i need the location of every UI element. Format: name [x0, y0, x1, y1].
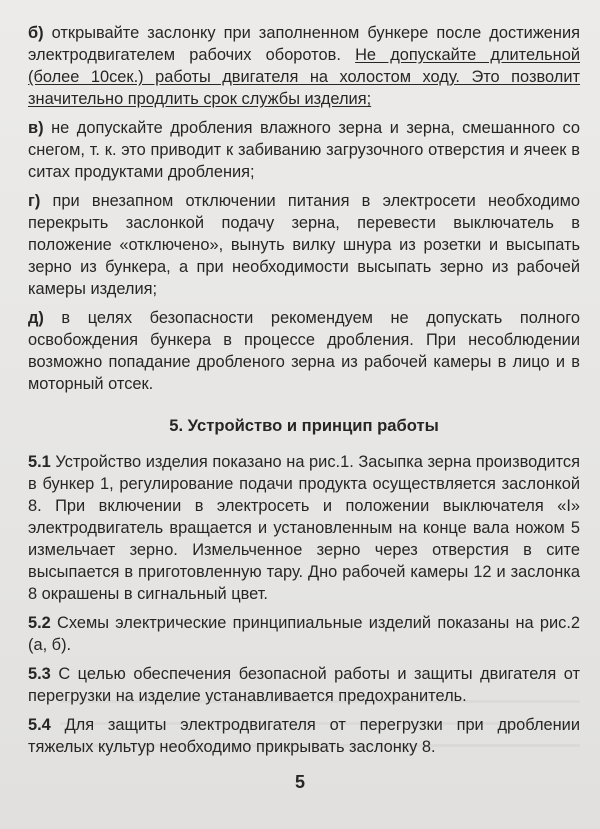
paragraph-5-1: [28, 451, 580, 605]
item-label: г): [28, 192, 41, 210]
item-text: открывайте заслонку при заполненном бункере после достижения электродвигателем рабочих оборотов.: [28, 24, 580, 64]
paragraph-g: [28, 190, 580, 300]
item-label: 5.1: [28, 453, 51, 471]
item-label: 5.2: [28, 614, 51, 632]
item-text: С целью обеспечения безопасной работы и защиты двигателя от перегрузки на изделие устанавливается предохранитель.: [28, 665, 580, 705]
underlined-warning: Не допускайте длительной (более 10сек.) работы двигателя на холостом ходу. Это позволит значительно продлить срок службы изделия;: [28, 46, 581, 108]
paragraph-d: [28, 307, 580, 395]
item-text: Для защиты электродвигателя от перегрузки при дроблении тяжелых культур необходимо прикрывать заслонку 8.: [28, 716, 580, 756]
paragraph-v: [28, 117, 580, 183]
item-text: при внезапном отключении питания в электросети необходимо перекрыть заслонкой подачу зерна, перевести выключатель в положение «отключено», вынуть вилку шнура из розетки и высыпать зерно из бункера, а при необходимости высыпать зерно из рабочей камеры изделия;: [28, 192, 580, 298]
item-label: в): [28, 119, 44, 137]
page-number: 5: [294, 772, 305, 792]
item-text: Схемы электрические принципиальные изделий показаны на рис.2 (а, б).: [28, 614, 580, 654]
paragraph-b: [28, 22, 580, 110]
item-text: в целях безопасности рекомендуем не допускать полного освобождения бункера в процессе дробления. При несоблюдении возможно попадание дробленого зерна из рабочей камеры в лицо и в моторный отсек.: [28, 309, 580, 393]
paragraph-5-2: [28, 612, 580, 656]
item-label: б): [28, 24, 44, 42]
item-label: 5.4: [28, 716, 51, 734]
page-content: [28, 22, 580, 765]
item-label: д): [28, 309, 44, 327]
item-text: не допускайте дробления влажного зерна и зерна, смешанного со снегом, т. к. это приводит к забиванию загрузочного отверстия и ячеек в ситах продуктами дробления;: [28, 119, 580, 181]
section-heading: 5. Устройство и принцип работы: [169, 416, 439, 435]
item-text: Устройство изделия показано на рис.1. Засыпка зерна производится в бункер 1, регулирование подачи продукта осуществляется заслонкой 8. При включении в электросеть и положении выключателя «I» электродвигатель вращается и установленным на конце вала ножом 5 измельчает зерно. Измельченное зерно через отверстия в сите высыпается в приготовленную тару. Дно рабочей камеры 12 и заслонка 8 окрашены в сигнальный цвет.: [28, 453, 580, 603]
item-label: 5.3: [28, 665, 51, 683]
paragraph-5-4: [28, 714, 580, 758]
paragraph-5-3: [28, 663, 580, 707]
